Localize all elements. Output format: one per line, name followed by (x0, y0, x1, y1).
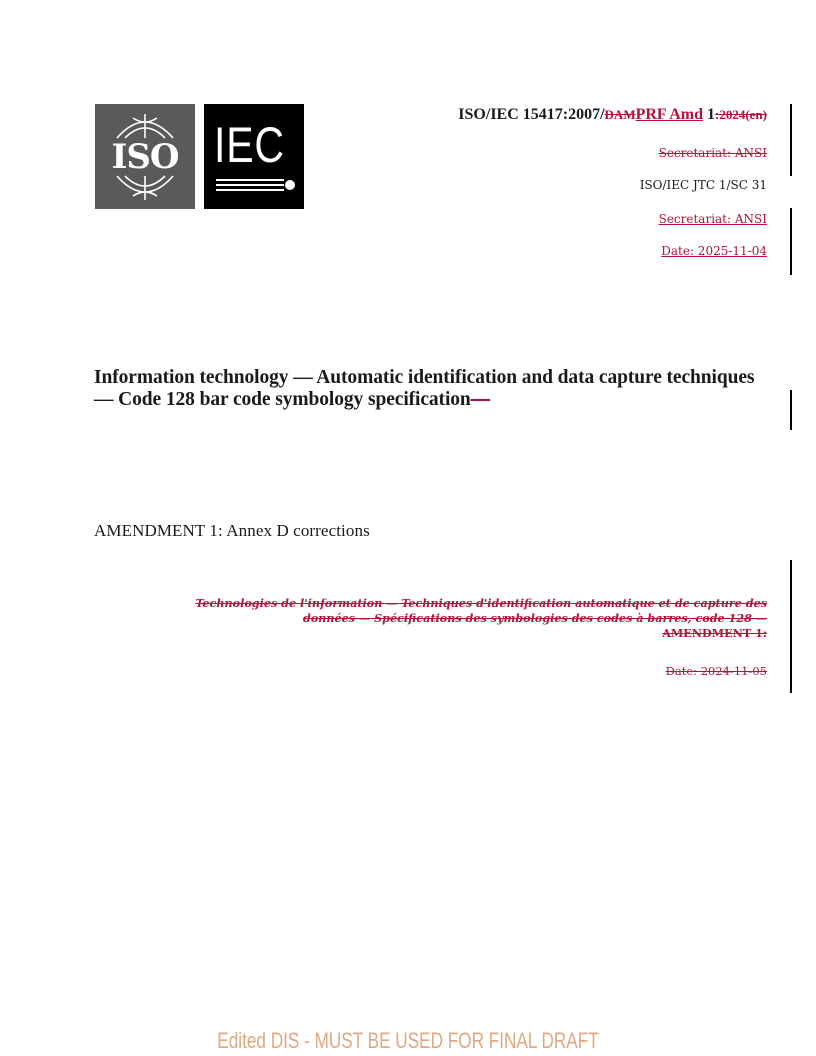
change-bar (790, 104, 792, 176)
doc-ref-base: ISO/IEC 15417:2007/ (458, 106, 605, 123)
iso-logo-text: ISO (111, 137, 179, 177)
date-inserted: Date: 2025-11-04 (661, 244, 767, 258)
iec-logo-text: IEC (214, 117, 285, 173)
document-title (94, 367, 774, 411)
french-title-deleted: Technologies de l'information — Techniques d'identification automatique et de capture des données — Spécifications des symbologies des codes à barres, code 128 — (195, 596, 767, 625)
date-deleted: Date: 2024-11-05 (665, 664, 767, 678)
change-bar (790, 560, 792, 693)
iec-logo (204, 104, 304, 209)
title-deleted-dash: — (470, 389, 491, 410)
secretariat-deleted: Secretariat: ANSI (658, 146, 767, 160)
amendment-label: AMENDMENT 1: Annex D corrections (94, 521, 370, 540)
secretariat-inserted: Secretariat: ANSI (658, 212, 767, 226)
french-amendment-deleted: AMENDMENT 1: (662, 626, 767, 640)
doc-ref-deleted-suffix: :2024(en) (715, 107, 767, 122)
document-reference (458, 106, 767, 124)
iec-lines-icon (204, 104, 304, 209)
doc-ref-inserted-stage: PRF Amd (635, 106, 703, 123)
iso-logo (95, 104, 195, 209)
doc-ref-deleted-stage: DAM (604, 107, 636, 122)
title-english: Information technology — Automatic identification and data capture techniques — Code 128 bar code symbology specification (94, 367, 755, 410)
draft-watermark: Edited DIS - MUST BE USED FOR FINAL DRAFT (217, 1028, 599, 1053)
doc-ref-number: 1 (703, 106, 715, 123)
change-bar (790, 390, 792, 430)
change-bar (790, 208, 792, 275)
committee-reference: ISO/IEC JTC 1/SC 31 (639, 178, 767, 192)
